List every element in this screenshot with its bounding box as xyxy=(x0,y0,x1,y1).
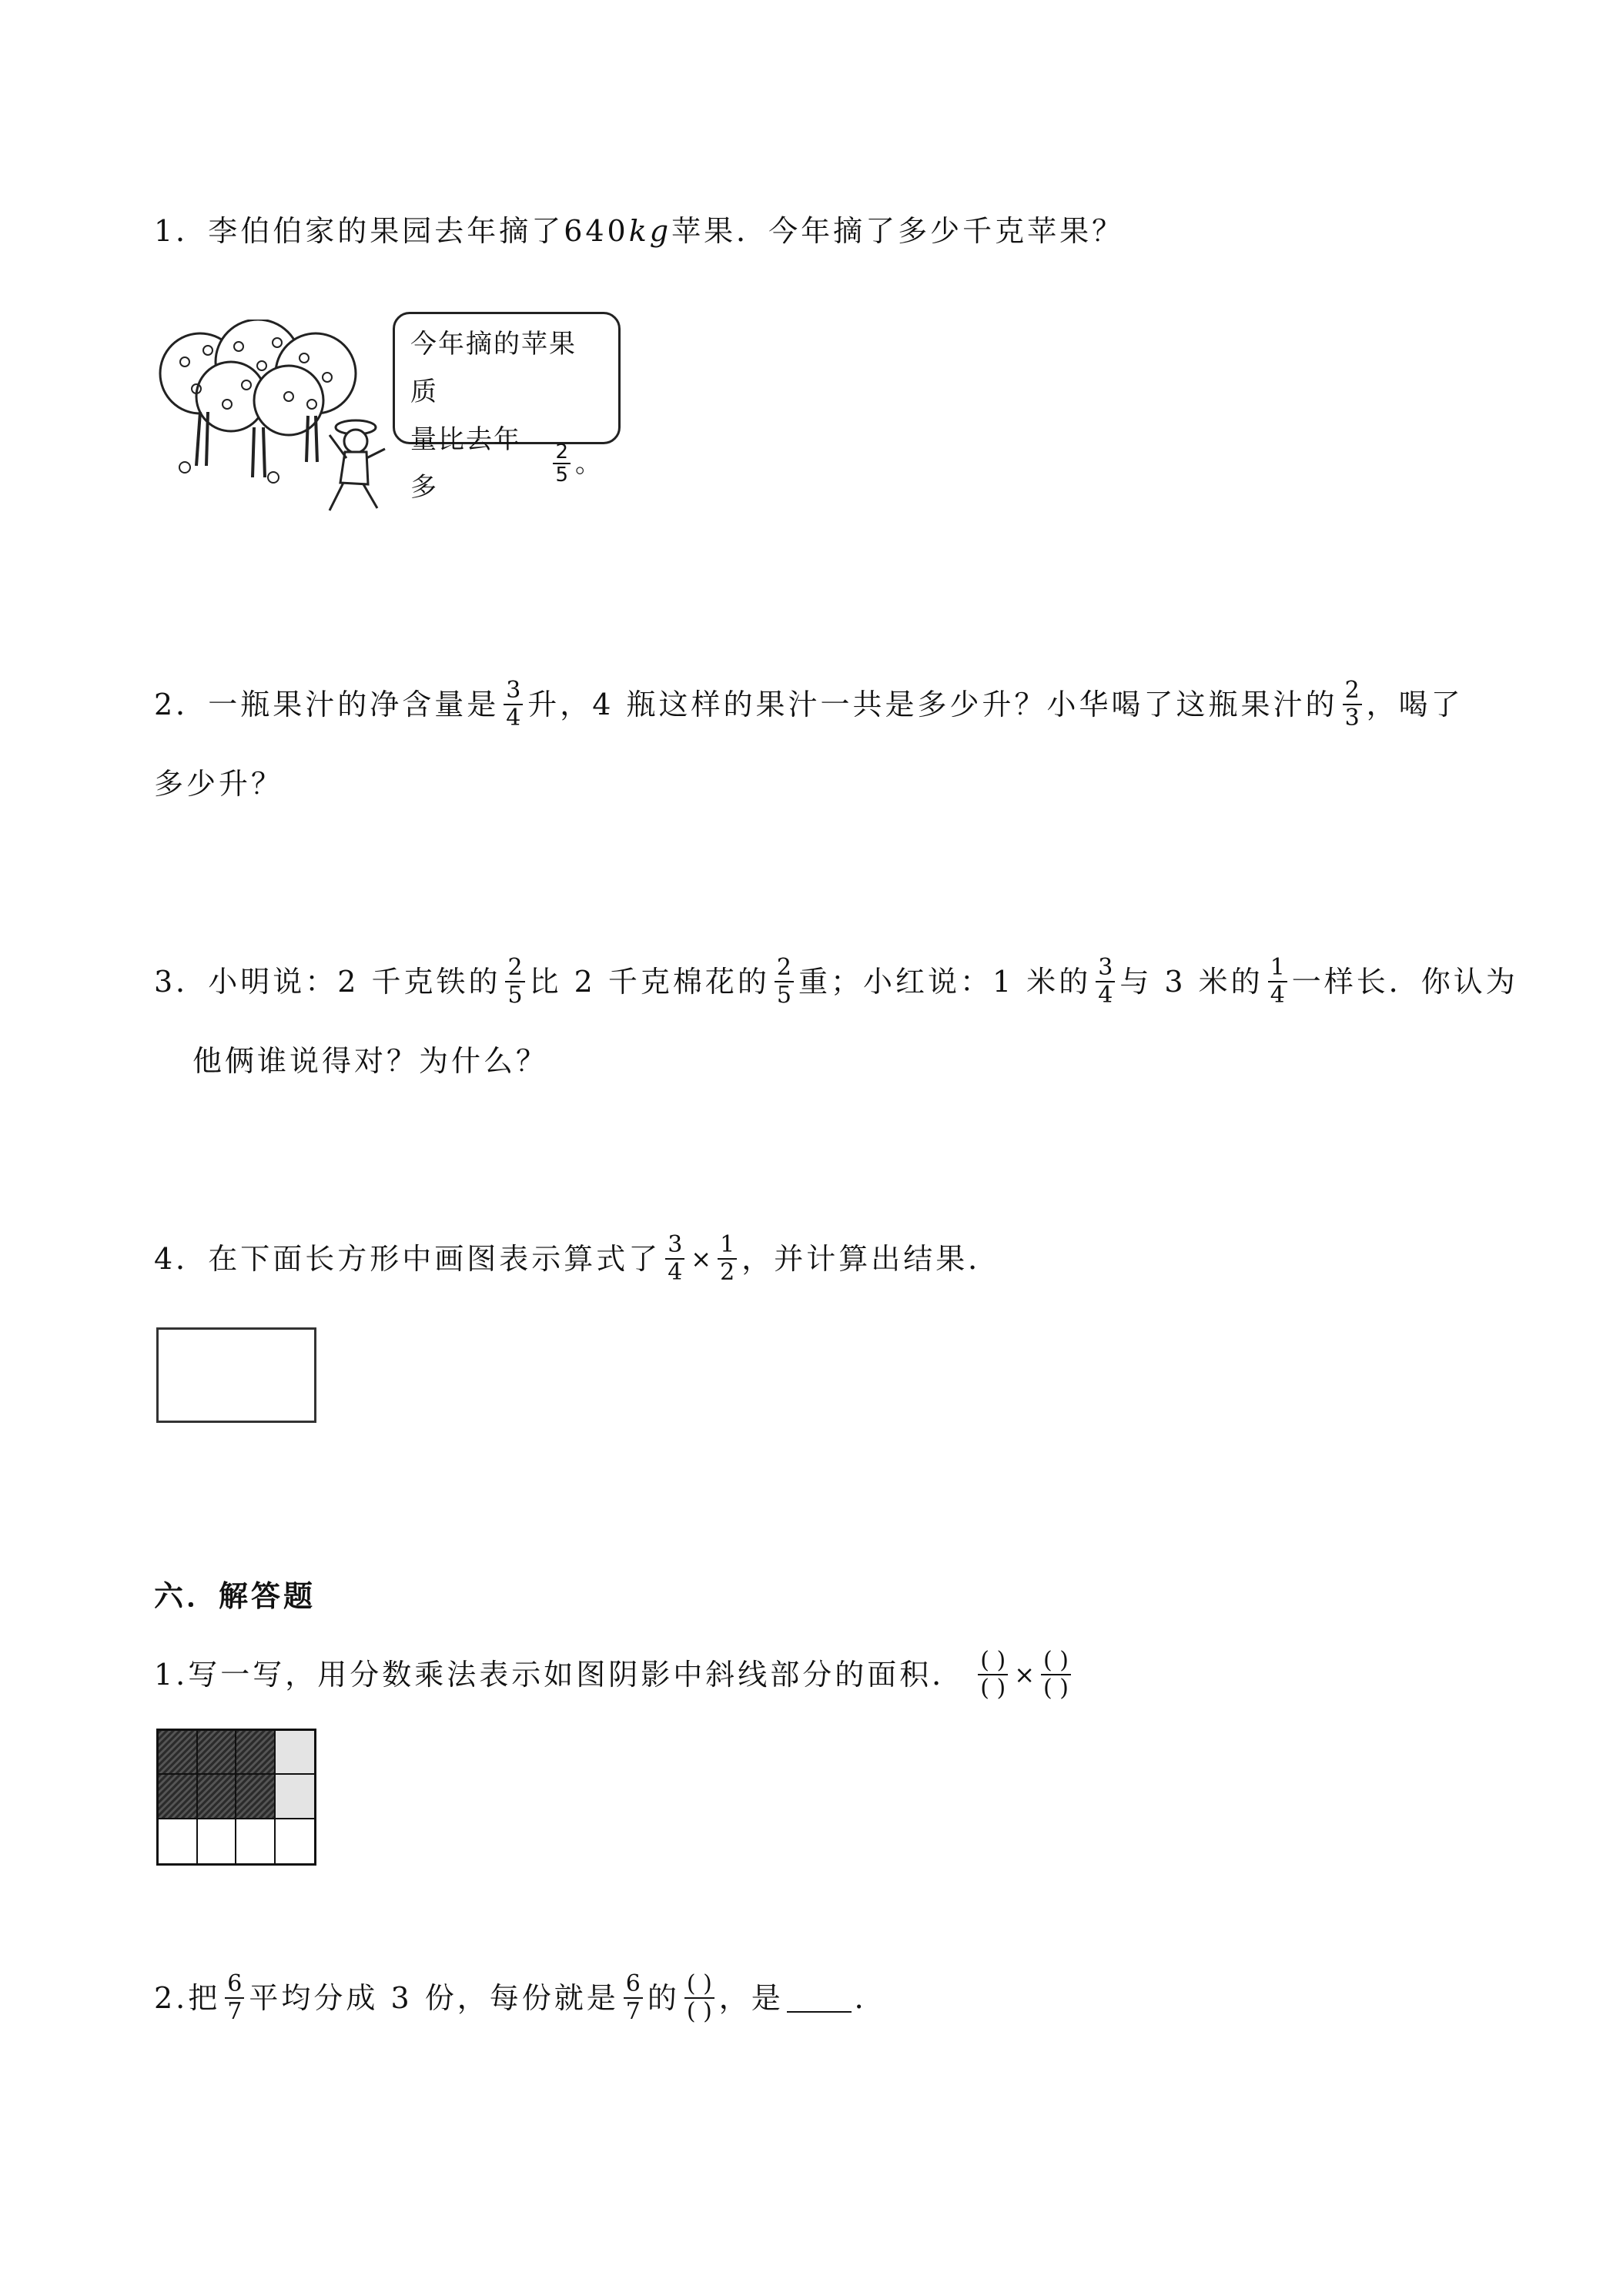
q3-fraction-4 xyxy=(1268,955,1287,1009)
section-6-title xyxy=(154,1575,316,1618)
q3-fraction-3-den: 4 xyxy=(1098,982,1113,1009)
q1-text-b: 苹果．今年摘了多少千克苹果？ xyxy=(671,214,1125,248)
s2-text-c: 的 xyxy=(647,1981,680,2015)
s1-blank-1-num[interactable]: ( ) xyxy=(978,1648,1008,1675)
q3-text-a: 小明说：2 千克铁的 xyxy=(208,965,501,999)
q3-text-e: 一样长．你认为 xyxy=(1291,965,1518,999)
speech-bubble xyxy=(393,312,621,503)
s2-number: 2. xyxy=(154,1981,189,2015)
q3-number: 3． xyxy=(154,965,209,999)
q4-text-a: 在下面长方形中画图表示算式了 xyxy=(208,1242,661,1276)
q4-fraction-1-den: 4 xyxy=(668,1259,683,1286)
bubble-end: 。 xyxy=(575,448,603,479)
bubble-line-1: 今年摘的苹果质 xyxy=(410,329,577,407)
q3-fraction-2 xyxy=(775,955,794,1009)
s2-fraction-1-den: 7 xyxy=(227,1998,243,2025)
q4-fraction-2-den: 2 xyxy=(720,1259,735,1286)
q1-number: 1． xyxy=(154,214,209,248)
s1-times: × xyxy=(1014,1660,1036,1689)
shaded-grid-figure xyxy=(156,1729,316,1866)
s2-text-d: ，是 xyxy=(718,1981,784,2015)
question-3-cont xyxy=(192,1039,548,1083)
s2-blank-den[interactable]: ( ) xyxy=(686,1998,712,2025)
q4-fraction-1 xyxy=(665,1232,684,1286)
question-1 xyxy=(154,209,1124,253)
section-6-question-2 xyxy=(154,1971,887,2025)
q3-text-f: 他俩谁说得对？为什么？ xyxy=(192,1044,549,1078)
bubble-fraction-den: 5 xyxy=(555,464,568,487)
s2-fraction-2-den: 7 xyxy=(625,1998,641,2025)
grid-cell-white xyxy=(236,1819,276,1863)
s1-blank-2-den[interactable]: ( ) xyxy=(1043,1675,1069,1702)
q2-fraction-2-den: 3 xyxy=(1344,705,1360,731)
q4-text-b: ，并计算出结果． xyxy=(741,1242,1001,1276)
s1-blank-1-den[interactable]: ( ) xyxy=(980,1675,1006,1702)
s1-number: 1. xyxy=(154,1658,189,1692)
grid-cell-light xyxy=(276,1775,315,1819)
q3-fraction-4-den: 4 xyxy=(1270,982,1285,1009)
section-6-title-text: 六．解答题 xyxy=(154,1579,316,1613)
bubble-fraction xyxy=(553,441,571,486)
q4-fraction-2-num: 1 xyxy=(718,1232,737,1260)
s2-blank-num[interactable]: ( ) xyxy=(684,1971,714,1999)
q2-fraction-2-num: 2 xyxy=(1343,678,1362,705)
q2-text-b: 升，4 瓶这样的果汁一共是多少升？小华喝了这瓶果汁的 xyxy=(527,688,1338,721)
s2-fraction-2 xyxy=(624,1971,643,2025)
q3-fraction-3 xyxy=(1096,955,1115,1009)
question-4 xyxy=(154,1232,1000,1286)
grid-cell-dark xyxy=(236,1775,276,1819)
s2-fraction-1-num: 6 xyxy=(225,1971,244,1999)
grid-cell-dark xyxy=(198,1775,237,1819)
q4-number: 4． xyxy=(154,1242,209,1276)
q2-text-a: 一瓶果汁的净含量是 xyxy=(208,688,500,721)
question-2-cont xyxy=(154,762,283,805)
q4-fraction-1-num: 3 xyxy=(665,1232,684,1260)
q2-fraction-2 xyxy=(1343,678,1362,731)
s1-blank-fraction-2[interactable] xyxy=(1041,1648,1071,1702)
q3-fraction-1 xyxy=(505,955,524,1009)
s2-text-b: 平均分成 3 份，每份就是 xyxy=(249,1981,619,2015)
grid-cell-dark xyxy=(198,1731,237,1775)
s2-fraction-2-num: 6 xyxy=(624,1971,643,1999)
s2-fraction-1 xyxy=(225,1971,244,2025)
grid-cell-white xyxy=(198,1819,237,1863)
s2-blank-fraction[interactable] xyxy=(684,1971,714,2025)
q3-text-c: 重；小红说：1 米的 xyxy=(798,965,1092,999)
grid-cell-white xyxy=(276,1819,315,1863)
s1-blank-fraction-1[interactable] xyxy=(978,1648,1008,1702)
q1-amount: 640 xyxy=(564,214,629,248)
q2-number: 2． xyxy=(154,688,209,721)
bubble-line-2 xyxy=(410,416,603,511)
s2-text-e: ． xyxy=(854,1981,887,2015)
q3-text-b: 比 2 千克棉花的 xyxy=(529,965,770,999)
q2-fraction-1-num: 3 xyxy=(504,678,523,705)
q4-times: × xyxy=(691,1244,712,1274)
q1-text-a: 李伯伯家的果园去年摘了 xyxy=(208,214,564,248)
apple-tree-illustration xyxy=(154,320,408,520)
grid-cell-light xyxy=(276,1731,315,1775)
q1-unit: kg xyxy=(628,214,672,248)
q3-fraction-2-num: 2 xyxy=(775,955,794,982)
q3-fraction-4-num: 1 xyxy=(1268,955,1287,982)
grid-cell-white xyxy=(159,1819,198,1863)
s2-text-a: 把 xyxy=(188,1981,221,2015)
q3-fraction-1-den: 5 xyxy=(507,982,523,1009)
q2-text-c: ，喝了 xyxy=(1366,688,1464,721)
q3-fraction-1-num: 2 xyxy=(505,955,524,982)
q3-fraction-3-num: 3 xyxy=(1096,955,1115,982)
question-2 xyxy=(154,678,1464,731)
grid-cell-dark xyxy=(159,1775,198,1819)
s1-blank-2-num[interactable]: ( ) xyxy=(1041,1648,1071,1675)
q2-fraction-1 xyxy=(504,678,523,731)
q2-text-d: 多少升？ xyxy=(154,767,284,801)
q4-drawing-rectangle[interactable] xyxy=(156,1327,316,1423)
q4-fraction-2 xyxy=(718,1232,737,1286)
q2-fraction-1-den: 4 xyxy=(506,705,521,731)
grid-cell-dark xyxy=(236,1731,276,1775)
bubble-text: 量比去年多 xyxy=(410,424,521,503)
section-6-question-1 xyxy=(154,1648,1076,1702)
q3-fraction-2-den: 5 xyxy=(776,982,791,1009)
bubble-fraction-num: 2 xyxy=(553,441,571,464)
q3-text-d: 与 3 米的 xyxy=(1119,965,1263,999)
question-3 xyxy=(154,955,1518,1009)
grid-cell-dark xyxy=(159,1731,198,1775)
s2-answer-blank[interactable] xyxy=(787,1983,852,2013)
s1-text: 写一写，用分数乘法表示如图阴影中斜线部分的面积． xyxy=(188,1658,965,1692)
